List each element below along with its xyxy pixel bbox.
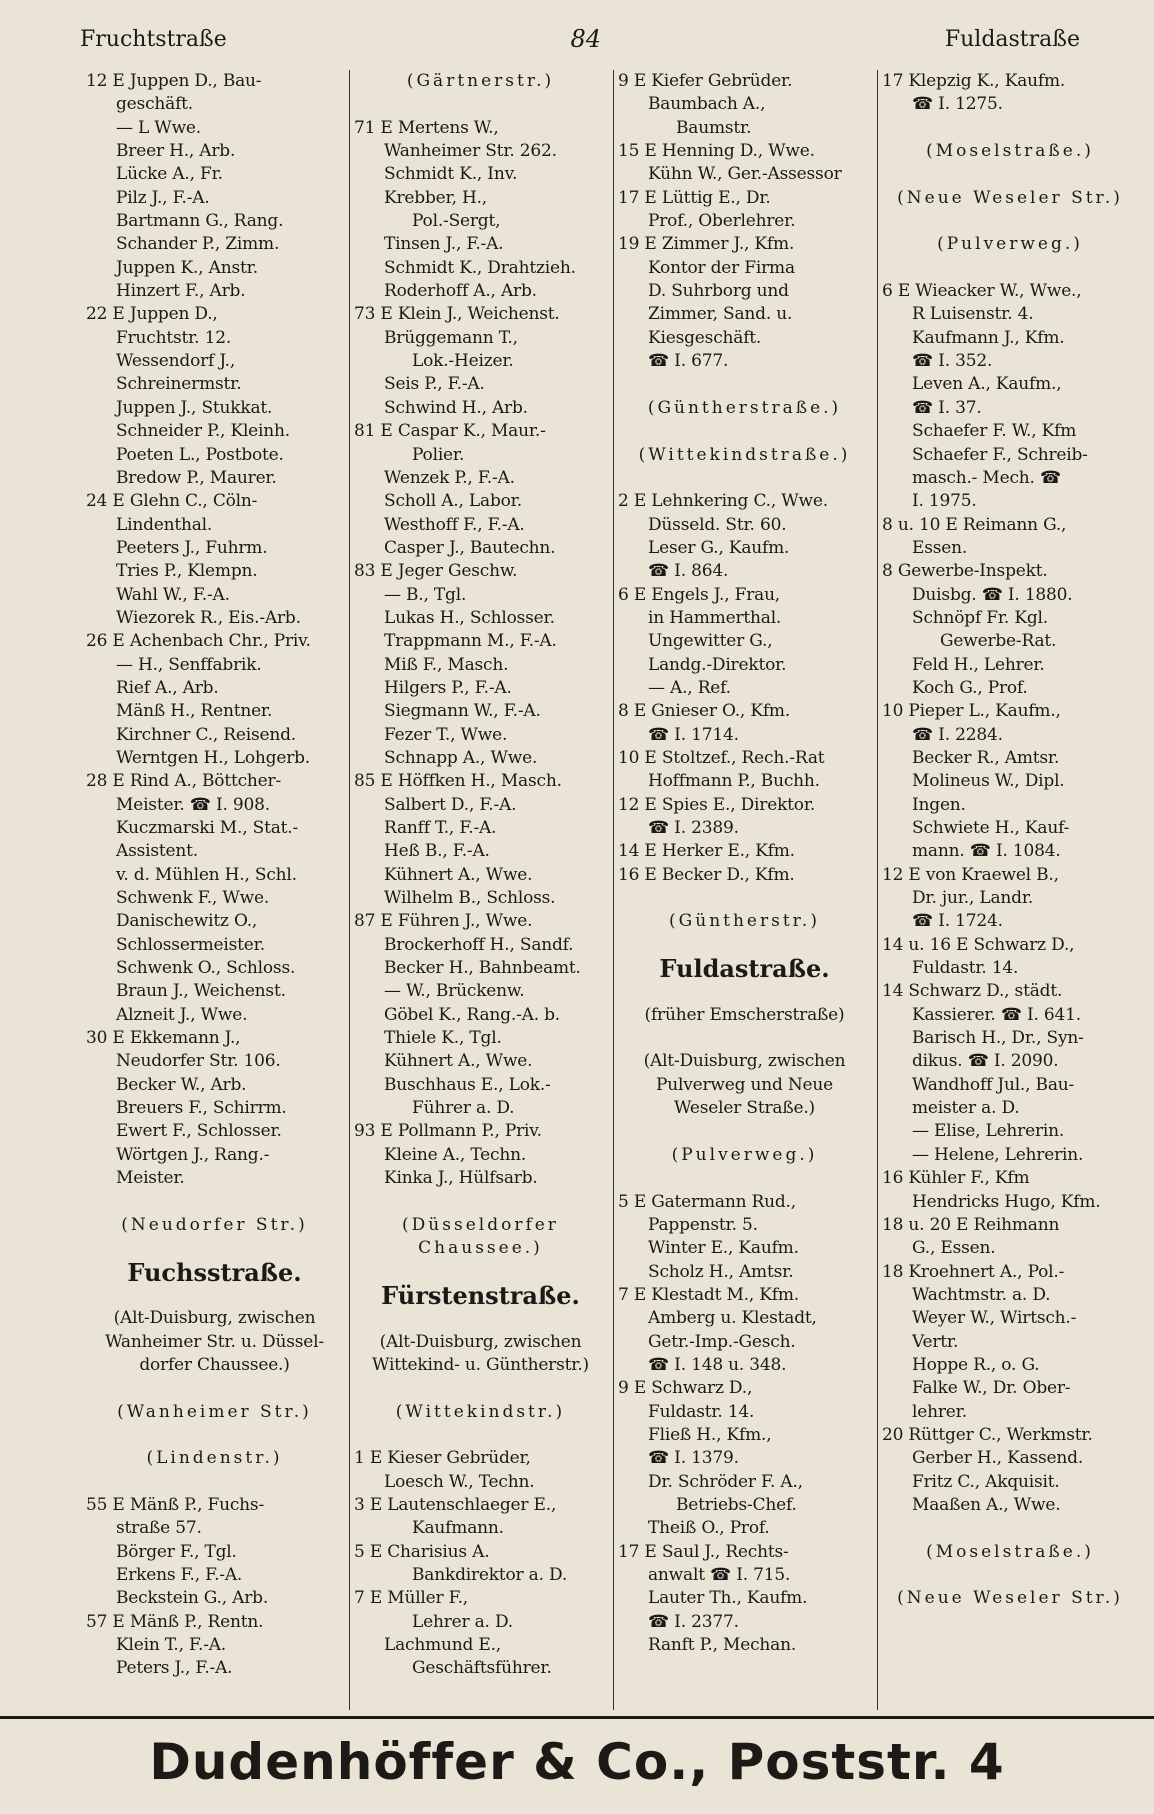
directory-entry: Wachtmstr. a. D. — [912, 1284, 1051, 1305]
spacer — [882, 163, 1138, 186]
directory-entry: 5 E Charisius A. — [354, 1541, 490, 1562]
street-description: Weseler Straße.) — [674, 1098, 815, 1119]
spacer — [618, 1167, 871, 1190]
directory-entry: R Luisenstr. 4. — [912, 304, 1034, 325]
directory-entry: G., Essen. — [912, 1238, 996, 1259]
directory-entry: Lindenthal. — [116, 514, 213, 535]
directory-entry: Peters J., F.-A. — [116, 1658, 233, 1679]
directory-entry: straße 57. — [116, 1518, 202, 1539]
directory-entry: geschäft. — [116, 94, 193, 115]
directory-entry: Betriebs-Chef. — [676, 1494, 797, 1515]
directory-entry: Feld H., Lehrer. — [912, 654, 1045, 675]
directory-entry: Pol.-Sergt, — [412, 211, 501, 232]
directory-entry: Ingen. — [912, 794, 966, 815]
directory-entry: Schaefer F., Schreib- — [912, 444, 1088, 465]
directory-entry: Kontor der Firma — [648, 257, 795, 278]
directory-entry: Kaufmann. — [412, 1518, 504, 1539]
cross-street: (Wittekindstraße.) — [638, 444, 851, 465]
directory-entry: Juppen J., Stukkat. — [116, 397, 273, 418]
directory-entry: Roderhoff A., Arb. — [384, 281, 537, 302]
directory-entry: Wanheimer Str. 262. — [384, 141, 557, 162]
directory-entry: 10 Pieper L., Kaufm., — [882, 701, 1061, 722]
page-number: 84 — [570, 25, 602, 53]
spacer — [86, 1237, 343, 1260]
directory-entry: Braun J., Weichenst. — [116, 981, 286, 1002]
cross-street: (Lindenstr.) — [146, 1448, 283, 1469]
directory-entry: Weyer W., Wirtsch.- — [912, 1308, 1077, 1329]
cross-street: (Moselstraße.) — [926, 1541, 1094, 1562]
spacer — [86, 1191, 343, 1214]
directory-entry: Getr.-Imp.-Gesch. — [648, 1331, 796, 1352]
directory-entry: Theiß O., Prof. — [648, 1518, 770, 1539]
directory-entry: Poeten L., Postbote. — [116, 444, 284, 465]
directory-entry: ☎ I. 148 u. 348. — [648, 1354, 787, 1375]
directory-entry: Dr. Schröder F. A., — [648, 1471, 803, 1492]
directory-entry: 20 Rüttger C., Werkmstr. — [882, 1424, 1093, 1445]
directory-entry: Hendricks Hugo, Kfm. — [912, 1191, 1101, 1212]
street-description: Wanheimer Str. u. Düssel- — [105, 1331, 324, 1352]
directory-entry: Fuldastr. 14. — [648, 1401, 755, 1422]
cross-street: (Pulverweg.) — [671, 1144, 818, 1165]
directory-entry: ☎ I. 352. — [912, 351, 993, 372]
directory-entry: Fruchtstr. 12. — [116, 327, 232, 348]
directory-entry: Lok.-Heizer. — [412, 351, 514, 372]
directory-entry: Seis P., F.-A. — [384, 374, 485, 395]
directory-entry: ☎ I. 1275. — [912, 94, 1003, 115]
cross-street: (Neue Weseler Str.) — [897, 187, 1123, 208]
directory-entry: dikus. ☎ I. 2090. — [912, 1051, 1059, 1072]
directory-entry: Brüggemann T., — [384, 327, 518, 348]
directory-entry: Baumbach A., — [648, 94, 766, 115]
cross-street: (Gärtnerstr.) — [406, 71, 555, 91]
directory-entry: Hoffmann P., Buchh. — [648, 771, 820, 792]
directory-entry: Wahl W., F.-A. — [116, 584, 230, 605]
spacer — [86, 1284, 343, 1307]
directory-entry: Dr. jur., Landr. — [912, 888, 1034, 909]
directory-entry: 6 E Engels J., Frau, — [618, 584, 781, 605]
spacer — [86, 1424, 343, 1447]
directory-entry: Loesch W., Techn. — [384, 1471, 535, 1492]
directory-entry: mann. ☎ I. 1084. — [912, 841, 1061, 862]
directory-entry: Gewerbe-Rat. — [940, 631, 1057, 652]
directory-entry: 24 E Glehn C., Cöln- — [86, 491, 258, 512]
directory-entry: 12 E Juppen D., Bau- — [86, 71, 262, 91]
directory-entry: Mänß H., Rentner. — [116, 701, 273, 722]
directory-entry: Scholl A., Labor. — [384, 491, 522, 512]
directory-entry: — B., Tgl. — [384, 584, 467, 605]
directory-entry: Bartmann G., Rang. — [116, 211, 284, 232]
spacer — [618, 934, 871, 957]
directory-entry: Lauter Th., Kaufm. — [648, 1588, 808, 1609]
cross-street: (Moselstraße.) — [926, 141, 1094, 162]
directory-entry: 5 E Gatermann Rud., — [618, 1191, 796, 1212]
directory-entry: ☎ I. 677. — [648, 351, 729, 372]
directory-entry: 15 E Henning D., Wwe. — [618, 141, 815, 162]
directory-entry: in Hammerthal. — [648, 607, 782, 628]
directory-entry: 2 E Lehnkering C., Wwe. — [618, 491, 828, 512]
footer-advertisement — [0, 1716, 1154, 1791]
directory-entry: 17 Klepzig K., Kaufm. — [882, 71, 1066, 91]
street-description: Wittekind- u. Güntherstr.) — [372, 1354, 589, 1375]
street-description: (Alt-Duisburg, zwischen — [643, 1051, 846, 1072]
column-3 — [614, 70, 878, 1710]
directory-entry: 83 E Jeger Geschw. — [354, 561, 518, 582]
directory-entry: Lachmund E., — [384, 1635, 502, 1656]
directory-entry: Hilgers P., F.-A. — [384, 677, 512, 698]
directory-entry: Ranff T., F.-A. — [384, 818, 497, 838]
directory-entry: 85 E Höffken H., Masch. — [354, 771, 562, 792]
directory-entry: Kaufmann J., Kfm. — [912, 327, 1065, 348]
spacer — [86, 1471, 343, 1494]
directory-entry: 30 E Ekkemann J., — [86, 1028, 241, 1049]
directory-entry: Pappenstr. 5. — [648, 1214, 758, 1235]
directory-entry: 1 E Kieser Gebrüder, — [354, 1448, 531, 1469]
directory-entry: Börger F., Tgl. — [116, 1541, 237, 1562]
directory-entry: Essen. — [912, 537, 968, 558]
spacer — [882, 1517, 1138, 1540]
directory-entry: 28 E Rind A., Böttcher- — [86, 771, 282, 792]
directory-entry: Schmidt K., Inv. — [384, 164, 518, 185]
directory-entry: anwalt ☎ I. 715. — [648, 1565, 791, 1585]
directory-entry: Lücke A., Fr. — [116, 164, 223, 185]
column-1 — [82, 70, 350, 1710]
directory-entry: Beckstein G., Arb. — [116, 1588, 269, 1609]
directory-entry: Rief A., Arb. — [116, 677, 219, 698]
directory-entry: Zimmer, Sand. u. — [648, 304, 793, 325]
street-description: Pulverweg und Neue — [655, 1074, 834, 1095]
cross-street: (Güntherstraße.) — [647, 397, 842, 418]
directory-entry: Fuldastr. 14. — [912, 958, 1019, 979]
directory-entry: Kinka J., Hülfsarb. — [384, 1168, 538, 1189]
directory-entry: 22 E Juppen D., — [86, 304, 218, 325]
directory-entry: Fließ H., Kfm., — [648, 1424, 772, 1445]
directory-entry: 57 E Mänß P., Rentn. — [86, 1611, 264, 1632]
page-header — [80, 22, 1080, 56]
directory-entry: Becker W., Arb. — [116, 1074, 247, 1095]
spacer — [618, 467, 871, 490]
directory-entry: Wessendorf J., — [116, 351, 236, 372]
directory-columns — [82, 70, 1144, 1710]
directory-entry: ☎ I. 2389. — [648, 818, 739, 838]
directory-entry: Koch G., Prof. — [912, 677, 1028, 698]
directory-entry: Baumstr. — [676, 117, 752, 138]
spacer — [882, 1564, 1138, 1587]
directory-entry: Landg.-Direktor. — [648, 654, 787, 675]
directory-entry: 3 E Lautenschlaeger E., — [354, 1494, 557, 1515]
directory-entry: — A., Ref. — [648, 677, 731, 698]
directory-entry: Geschäftsführer. — [412, 1658, 552, 1679]
directory-entry: Westhoff F., F.-A. — [384, 514, 525, 535]
directory-entry: Klein T., F.-A. — [116, 1635, 227, 1656]
directory-entry: — H., Senffabrik. — [116, 654, 262, 675]
advert-text: Dudenhöffer & Co., Poststr. 4 — [149, 1733, 1005, 1791]
directory-entry: Schwenk O., Schloss. — [116, 958, 296, 979]
directory-entry: Lehrer a. D. — [412, 1611, 513, 1632]
directory-entry: ☎ I. 1379. — [648, 1448, 739, 1469]
directory-entry: Düsseld. Str. 60. — [648, 514, 787, 535]
directory-entry: Breuers F., Schirrm. — [116, 1098, 287, 1119]
directory-entry: 26 E Achenbach Chr., Priv. — [86, 631, 311, 652]
cross-street: (Düsseldorfer — [402, 1214, 559, 1235]
spacer — [618, 1027, 871, 1050]
spacer — [618, 887, 871, 910]
directory-entry: 14 u. 16 E Schwarz D., — [882, 934, 1075, 955]
street-description: (Alt-Duisburg, zwischen — [113, 1308, 316, 1329]
directory-entry: Winter E., Kaufm. — [648, 1238, 799, 1259]
directory-entry: Schwiete H., Kauf- — [912, 818, 1070, 838]
street-description: (früher Emscherstraße) — [644, 1004, 845, 1025]
directory-entry: Wandhoff Jul., Bau- — [912, 1074, 1075, 1095]
directory-entry: 73 E Klein J., Weichenst. — [354, 304, 560, 325]
directory-entry: 14 E Herker E., Kfm. — [618, 841, 795, 862]
directory-entry: v. d. Mühlen H., Schl. — [116, 864, 297, 885]
directory-entry: Polier. — [412, 444, 465, 465]
directory-entry: Fritz C., Akquisit. — [912, 1471, 1060, 1492]
directory-entry: Ranft P., Mechan. — [648, 1635, 797, 1656]
cross-street: (Pulverweg.) — [937, 234, 1083, 255]
directory-entry: Prof., Oberlehrer. — [648, 211, 796, 232]
directory-entry: Thiele K., Tgl. — [384, 1028, 502, 1049]
directory-entry: 14 Schwarz D., städt. — [882, 981, 1063, 1002]
directory-entry: 55 E Mänß P., Fuchs- — [86, 1494, 264, 1515]
directory-entry: Bankdirektor a. D. — [412, 1565, 568, 1585]
directory-entry: 17 E Lüttig E., Dr. — [618, 187, 771, 208]
directory-entry: — W., Brückenw. — [384, 981, 525, 1002]
directory-entry: Juppen K., Anstr. — [116, 257, 258, 278]
directory-entry: 9 E Kiefer Gebrüder. — [618, 71, 793, 91]
directory-entry: Schreinermstr. — [116, 374, 242, 395]
directory-entry: Meister. ☎ I. 908. — [116, 794, 270, 815]
spacer — [882, 257, 1138, 280]
directory-entry: Kassierer. ☎ I. 641. — [912, 1004, 1081, 1025]
directory-entry: Tries P., Klempn. — [116, 561, 258, 582]
directory-entry: Schwind H., Arb. — [384, 397, 528, 418]
directory-entry: 19 E Zimmer J., Kfm. — [618, 234, 795, 255]
directory-entry: Kuczmarski M., Stat.- — [116, 818, 299, 838]
directory-entry: 18 Kroehnert A., Pol.- — [882, 1261, 1065, 1282]
directory-entry: 87 E Führen J., Wwe. — [354, 911, 533, 932]
directory-entry: Tinsen J., F.-A. — [384, 234, 504, 255]
cross-street: (Güntherstr.) — [669, 911, 820, 932]
directory-entry: Kühnert A., Wwe. — [384, 1051, 533, 1072]
directory-entry: ☎ I. 864. — [648, 561, 729, 582]
directory-entry: Wiezorek R., Eis.-Arb. — [116, 607, 301, 628]
directory-entry: Vertr. — [912, 1331, 959, 1352]
directory-entry: 12 E Spies E., Direktor. — [618, 794, 816, 815]
directory-entry: Kleine A., Techn. — [384, 1144, 527, 1165]
directory-entry: Barisch H., Dr., Syn- — [912, 1028, 1084, 1049]
spacer — [618, 420, 871, 443]
directory-entry: Trappmann M., F.-A. — [384, 631, 557, 652]
directory-entry: Duisbg. ☎ I. 1880. — [912, 584, 1073, 605]
directory-entry: Heß B., F.-A. — [384, 841, 490, 862]
directory-entry: Werntgen H., Lohgerb. — [116, 747, 311, 768]
directory-entry: Schander P., Zimm. — [116, 234, 280, 255]
directory-entry: 10 E Stoltzef., Rech.-Rat — [618, 747, 825, 768]
directory-entry: Ewert F., Schlosser. — [116, 1121, 282, 1142]
directory-entry: lehrer. — [912, 1401, 967, 1422]
directory-entry: Hoppe R., o. G. — [912, 1354, 1040, 1375]
header-left-street: Fruchtstraße — [80, 26, 227, 52]
street-heading: Fürstenstraße. — [381, 1283, 580, 1308]
directory-entry: ☎ I. 37. — [912, 397, 982, 418]
header-right-street: Fuldastraße — [944, 26, 1080, 52]
directory-entry: Salbert D., F.-A. — [384, 794, 517, 815]
spacer — [882, 210, 1138, 233]
spacer — [618, 1120, 871, 1143]
cross-street: (Wanheimer Str.) — [117, 1401, 312, 1422]
directory-entry: Molineus W., Dipl. — [912, 771, 1065, 792]
directory-entry: Amberg u. Klestadt, — [648, 1308, 817, 1329]
directory-entry: Wilhelm B., Schloss. — [384, 888, 556, 909]
spacer — [354, 1191, 607, 1214]
directory-entry: Peeters J., Fuhrm. — [116, 537, 268, 558]
directory-entry: Ungewitter G., — [648, 631, 773, 652]
directory-entry: Falke W., Dr. Ober- — [912, 1378, 1071, 1399]
column-2 — [350, 70, 614, 1710]
directory-entry: D. Suhrborg und — [648, 281, 789, 302]
directory-entry: Schwenk F., Wwe. — [116, 888, 270, 909]
directory-entry: masch.- Mech. ☎ — [912, 467, 1061, 488]
directory-entry: Buschhaus E., Lok.- — [384, 1074, 551, 1095]
directory-entry: Kirchner C., Reisend. — [116, 724, 297, 745]
directory-entry: meister a. D. — [912, 1098, 1020, 1119]
directory-entry: Fezer T., Wwe. — [384, 724, 508, 745]
directory-entry: 93 E Pollmann P., Priv. — [354, 1121, 542, 1142]
directory-entry: Kühn W., Ger.-Assessor — [648, 164, 842, 185]
directory-entry: 18 u. 20 E Reihmann — [882, 1214, 1060, 1235]
street-description: dorfer Chaussee.) — [139, 1354, 290, 1375]
directory-entry: Casper J., Bautechn. — [384, 537, 556, 558]
directory-entry: 7 E Müller F., — [354, 1588, 469, 1609]
directory-entry: 8 E Gnieser O., Kfm. — [618, 701, 791, 722]
directory-entry: 6 E Wieacker W., Wwe., — [882, 281, 1082, 302]
directory-entry: 17 E Saul J., Rechts- — [618, 1541, 789, 1562]
directory-entry: Kiesgeschäft. — [648, 327, 762, 348]
directory-entry: ☎ I. 2284. — [912, 724, 1003, 745]
spacer — [354, 1261, 607, 1284]
spacer — [618, 373, 871, 396]
directory-entry: Schnöpf Fr. Kgl. — [912, 607, 1048, 628]
directory-entry: ☎ I. 2377. — [648, 1611, 739, 1632]
directory-entry: — Helene, Lehrerin. — [912, 1144, 1084, 1165]
spacer — [354, 93, 607, 116]
directory-entry: Danischewitz O., — [116, 911, 258, 932]
cross-street: Chaussee.) — [418, 1238, 543, 1259]
directory-entry: Maaßen A., Wwe. — [912, 1494, 1061, 1515]
directory-entry: Hinzert F., Arb. — [116, 281, 246, 302]
directory-entry: Göbel K., Rang.-A. b. — [384, 1004, 560, 1025]
directory-entry: Wörtgen J., Rang.- — [116, 1144, 270, 1165]
street-description: (Alt-Duisburg, zwischen — [379, 1331, 582, 1352]
directory-entry: 9 E Schwarz D., — [618, 1378, 753, 1399]
directory-entry: Brockerhoff H., Sandf. — [384, 934, 574, 955]
directory-entry: Becker H., Bahnbeamt. — [384, 958, 581, 979]
directory-entry: Schmidt K., Drahtzieh. — [384, 257, 576, 278]
cross-street: (Neue Weseler Str.) — [897, 1588, 1123, 1609]
directory-entry: Führer a. D. — [412, 1098, 515, 1119]
directory-entry: 16 E Becker D., Kfm. — [618, 864, 795, 885]
directory-entry: Miß F., Masch. — [384, 654, 509, 675]
cross-street: (Wittekindstr.) — [395, 1401, 566, 1422]
spacer — [618, 980, 871, 1003]
directory-entry: Becker R., Amtsr. — [912, 747, 1060, 768]
directory-entry: ☎ I. 1724. — [912, 911, 1003, 932]
directory-entry: Bredow P., Maurer. — [116, 467, 277, 488]
cross-street: (Neudorfer Str.) — [121, 1214, 308, 1235]
directory-entry: Erkens F., F.-A. — [116, 1565, 243, 1585]
directory-entry: Meister. — [116, 1168, 185, 1189]
directory-entry: Krebber, H., — [384, 187, 488, 208]
directory-entry: Schlossermeister. — [116, 934, 265, 955]
directory-entry: Lukas H., Schlosser. — [384, 607, 555, 628]
directory-entry: 12 E von Kraewel B., — [882, 864, 1059, 885]
directory-entry: 16 Kühler F., Kfm — [882, 1168, 1030, 1189]
spacer — [86, 1377, 343, 1400]
directory-entry: Leser G., Kaufm. — [648, 537, 790, 558]
directory-entry: 7 E Klestadt M., Kfm. — [618, 1284, 799, 1305]
directory-entry: Assistent. — [116, 841, 198, 862]
street-heading: Fuchsstraße. — [127, 1260, 302, 1284]
spacer — [354, 1307, 607, 1330]
directory-entry: ☎ I. 1714. — [648, 724, 739, 745]
directory-entry: Schnapp A., Wwe. — [384, 747, 538, 768]
directory-entry: — Elise, Lehrerin. — [912, 1121, 1065, 1142]
directory-entry: 8 Gewerbe-Inspekt. — [882, 561, 1048, 582]
directory-entry: Kühnert A., Wwe. — [384, 864, 533, 885]
spacer — [882, 117, 1138, 140]
directory-entry: 81 E Caspar K., Maur.- — [354, 421, 546, 442]
directory-entry: Wenzek P., F.-A. — [384, 467, 515, 488]
directory-entry: Breer H., Arb. — [116, 141, 236, 162]
directory-entry: Gerber H., Kassend. — [912, 1448, 1084, 1469]
directory-entry: — L Wwe. — [116, 117, 201, 138]
directory-entry: 71 E Mertens W., — [354, 117, 499, 138]
spacer — [354, 1377, 607, 1400]
spacer — [354, 1424, 607, 1447]
directory-entry: Alzneit J., Wwe. — [116, 1004, 248, 1025]
directory-entry: Schneider P., Kleinh. — [116, 421, 290, 442]
street-heading: Fuldastraße. — [659, 957, 830, 981]
directory-entry: I. 1975. — [912, 491, 977, 512]
directory-entry: Leven A., Kaufm., — [912, 374, 1062, 395]
directory-entry: Pilz J., F.-A. — [116, 187, 210, 208]
directory-entry: Siegmann W., F.-A. — [384, 701, 541, 722]
directory-entry: Scholz H., Amtsr. — [648, 1261, 794, 1282]
directory-entry: Neudorfer Str. 106. — [116, 1051, 281, 1072]
directory-entry: 8 u. 10 E Reimann G., — [882, 514, 1067, 535]
column-4 — [878, 70, 1144, 1710]
directory-entry: Schaefer F. W., Kfm — [912, 421, 1077, 442]
